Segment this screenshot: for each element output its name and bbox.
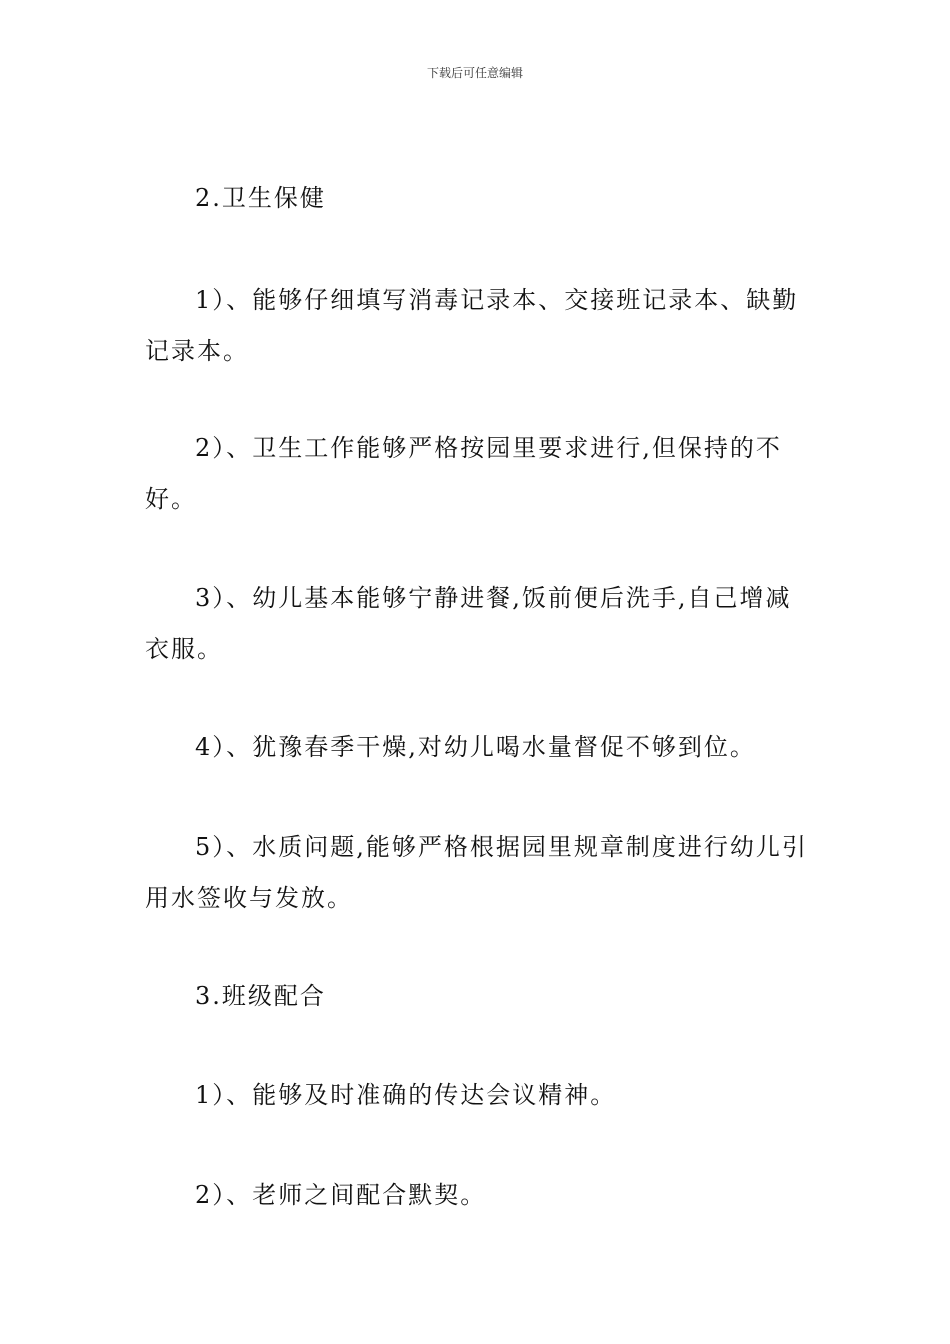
paragraph: 2）、老师之间配合默契。 <box>195 1181 487 1209</box>
paragraph: 4）、犹豫春季干燥,对幼儿喝水量督促不够到位。 <box>195 733 756 761</box>
paragraph: 5）、水质问题,能够严格根据园里规章制度进行幼儿引用水签收与发放。 <box>145 833 808 912</box>
page-header: 下载后可任意编辑 <box>426 66 523 80</box>
paragraph: 1）、能够仔细填写消毒记录本、交接班记录本、缺勤记录本。 <box>145 286 799 365</box>
paragraph: 3）、幼儿基本能够宁静进餐,饭前便后洗手,自己增减衣服。 <box>145 584 792 663</box>
paragraph: 2）、卫生工作能够严格按园里要求进行,但保持的不好。 <box>145 434 782 513</box>
paragraph: 1）、能够及时准确的传达会议精神。 <box>195 1081 617 1109</box>
section-heading-hygiene: 2.卫生保健 <box>195 184 326 212</box>
section-heading-class-cooperation: 3.班级配合 <box>195 982 326 1010</box>
